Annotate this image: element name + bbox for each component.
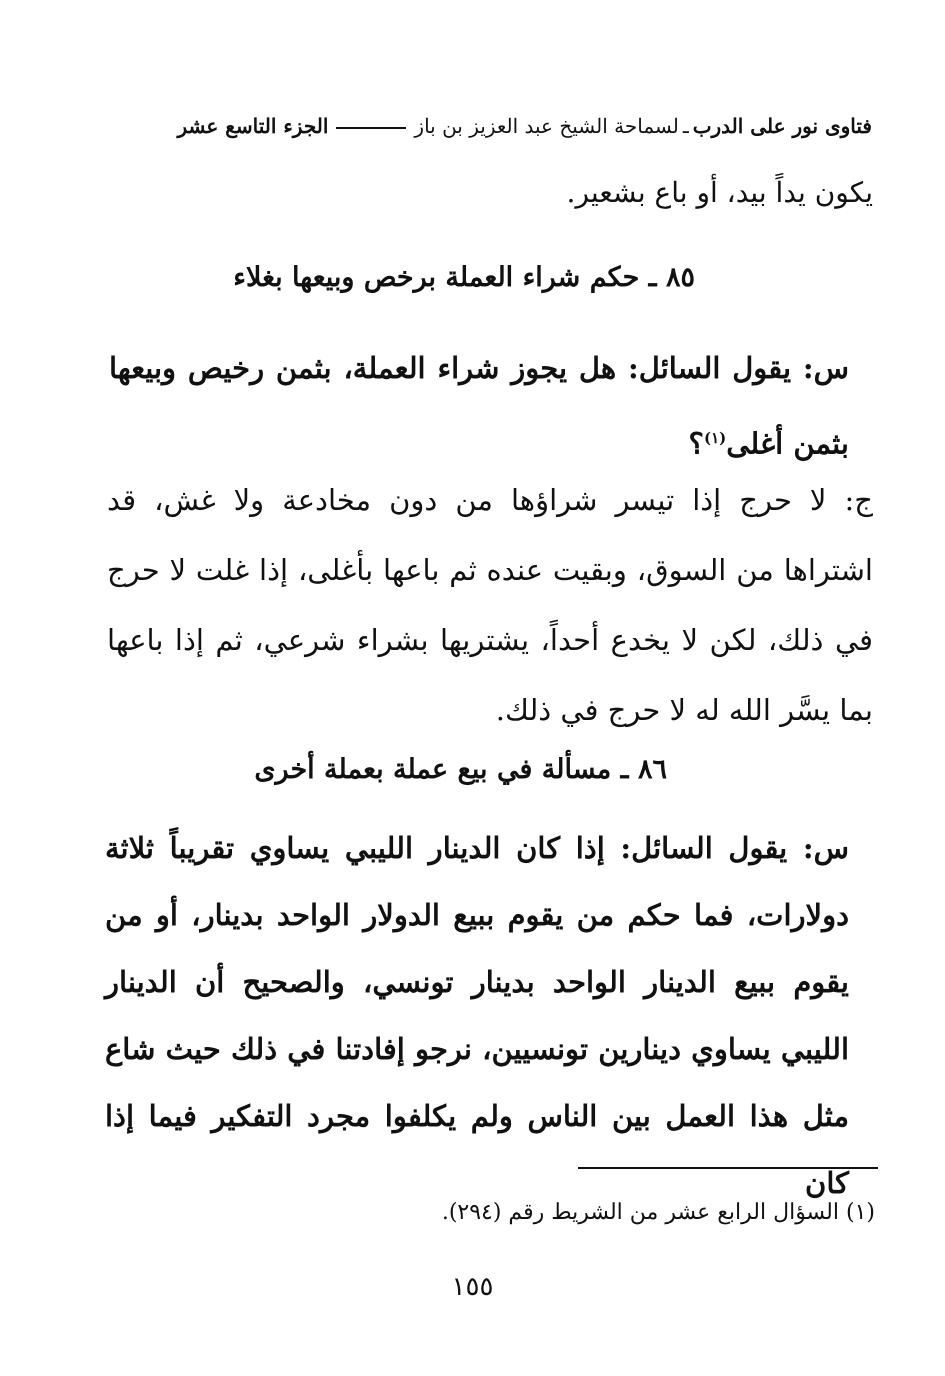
continuation-text: يكون يداً بيد، أو باع بشعير.	[566, 176, 873, 209]
question-text: يقول السائل: إذا كان الدينار الليبي يساوي تقريباً ثلاثة دولارات، فما حكم من يقوم ببيع الدولار الواحد بدينار، أو من يقوم ببيع الدينار الواحد بدينار تونسي، والصحيح أن الدينار الليبي يساوي دينارين تونسيين، نرجو إفادتنا في ذلك حيث شاع مثل هذا العمل بين الناس ولم يكلفوا مجرد التفكير فيما إذا كان	[105, 831, 849, 1200]
question-label: س:	[802, 351, 849, 385]
header-separator: ـ	[682, 114, 689, 138]
header-rule	[336, 127, 406, 129]
answer-85	[107, 465, 873, 745]
question-text: يقول السائل: هل يجوز شراء العملة، بثمن رخيص وبيعها بثمن أغلى	[109, 351, 849, 461]
volume-label: الجزء التاسع عشر	[177, 114, 329, 138]
book-title: فتاوى نور على الدرب	[692, 114, 872, 138]
question-label: س:	[802, 831, 849, 865]
page-number: ١٥٥	[451, 1272, 494, 1302]
author-credit: لسماحة الشيخ عبد العزيز بن باز	[414, 114, 679, 138]
question-86	[105, 815, 849, 1217]
footnote-marker: (١)	[703, 429, 727, 447]
section-heading-85: ٨٥ ـ حكم شراء العملة برخص وبيعها بغلاء	[233, 262, 695, 293]
question-85	[109, 333, 849, 479]
running-header	[110, 108, 872, 144]
section-heading-86: ٨٦ ـ مسألة في بيع عملة بعملة أخرى	[254, 754, 667, 785]
answer-text: لا حرج إذا تيسر شراؤها من دون مخادعة ولا غش، قد اشتراها من السوق، وبقيت عنده ثم باعها بأغلى، إذا غلت لا حرج في ذلك، لكن لا يخدع أحداً، يشتريها بشراء شرعي، ثم إذا باعها بما يسَّر الله له لا حرج في ذلك.	[107, 483, 873, 727]
answer-label: ج:	[844, 483, 874, 517]
footnote-divider	[578, 1167, 878, 1169]
footnote: (١) السؤال الرابع عشر من الشريط رقم (٢٩٤).	[441, 1200, 875, 1225]
question-end: ؟	[688, 426, 704, 461]
